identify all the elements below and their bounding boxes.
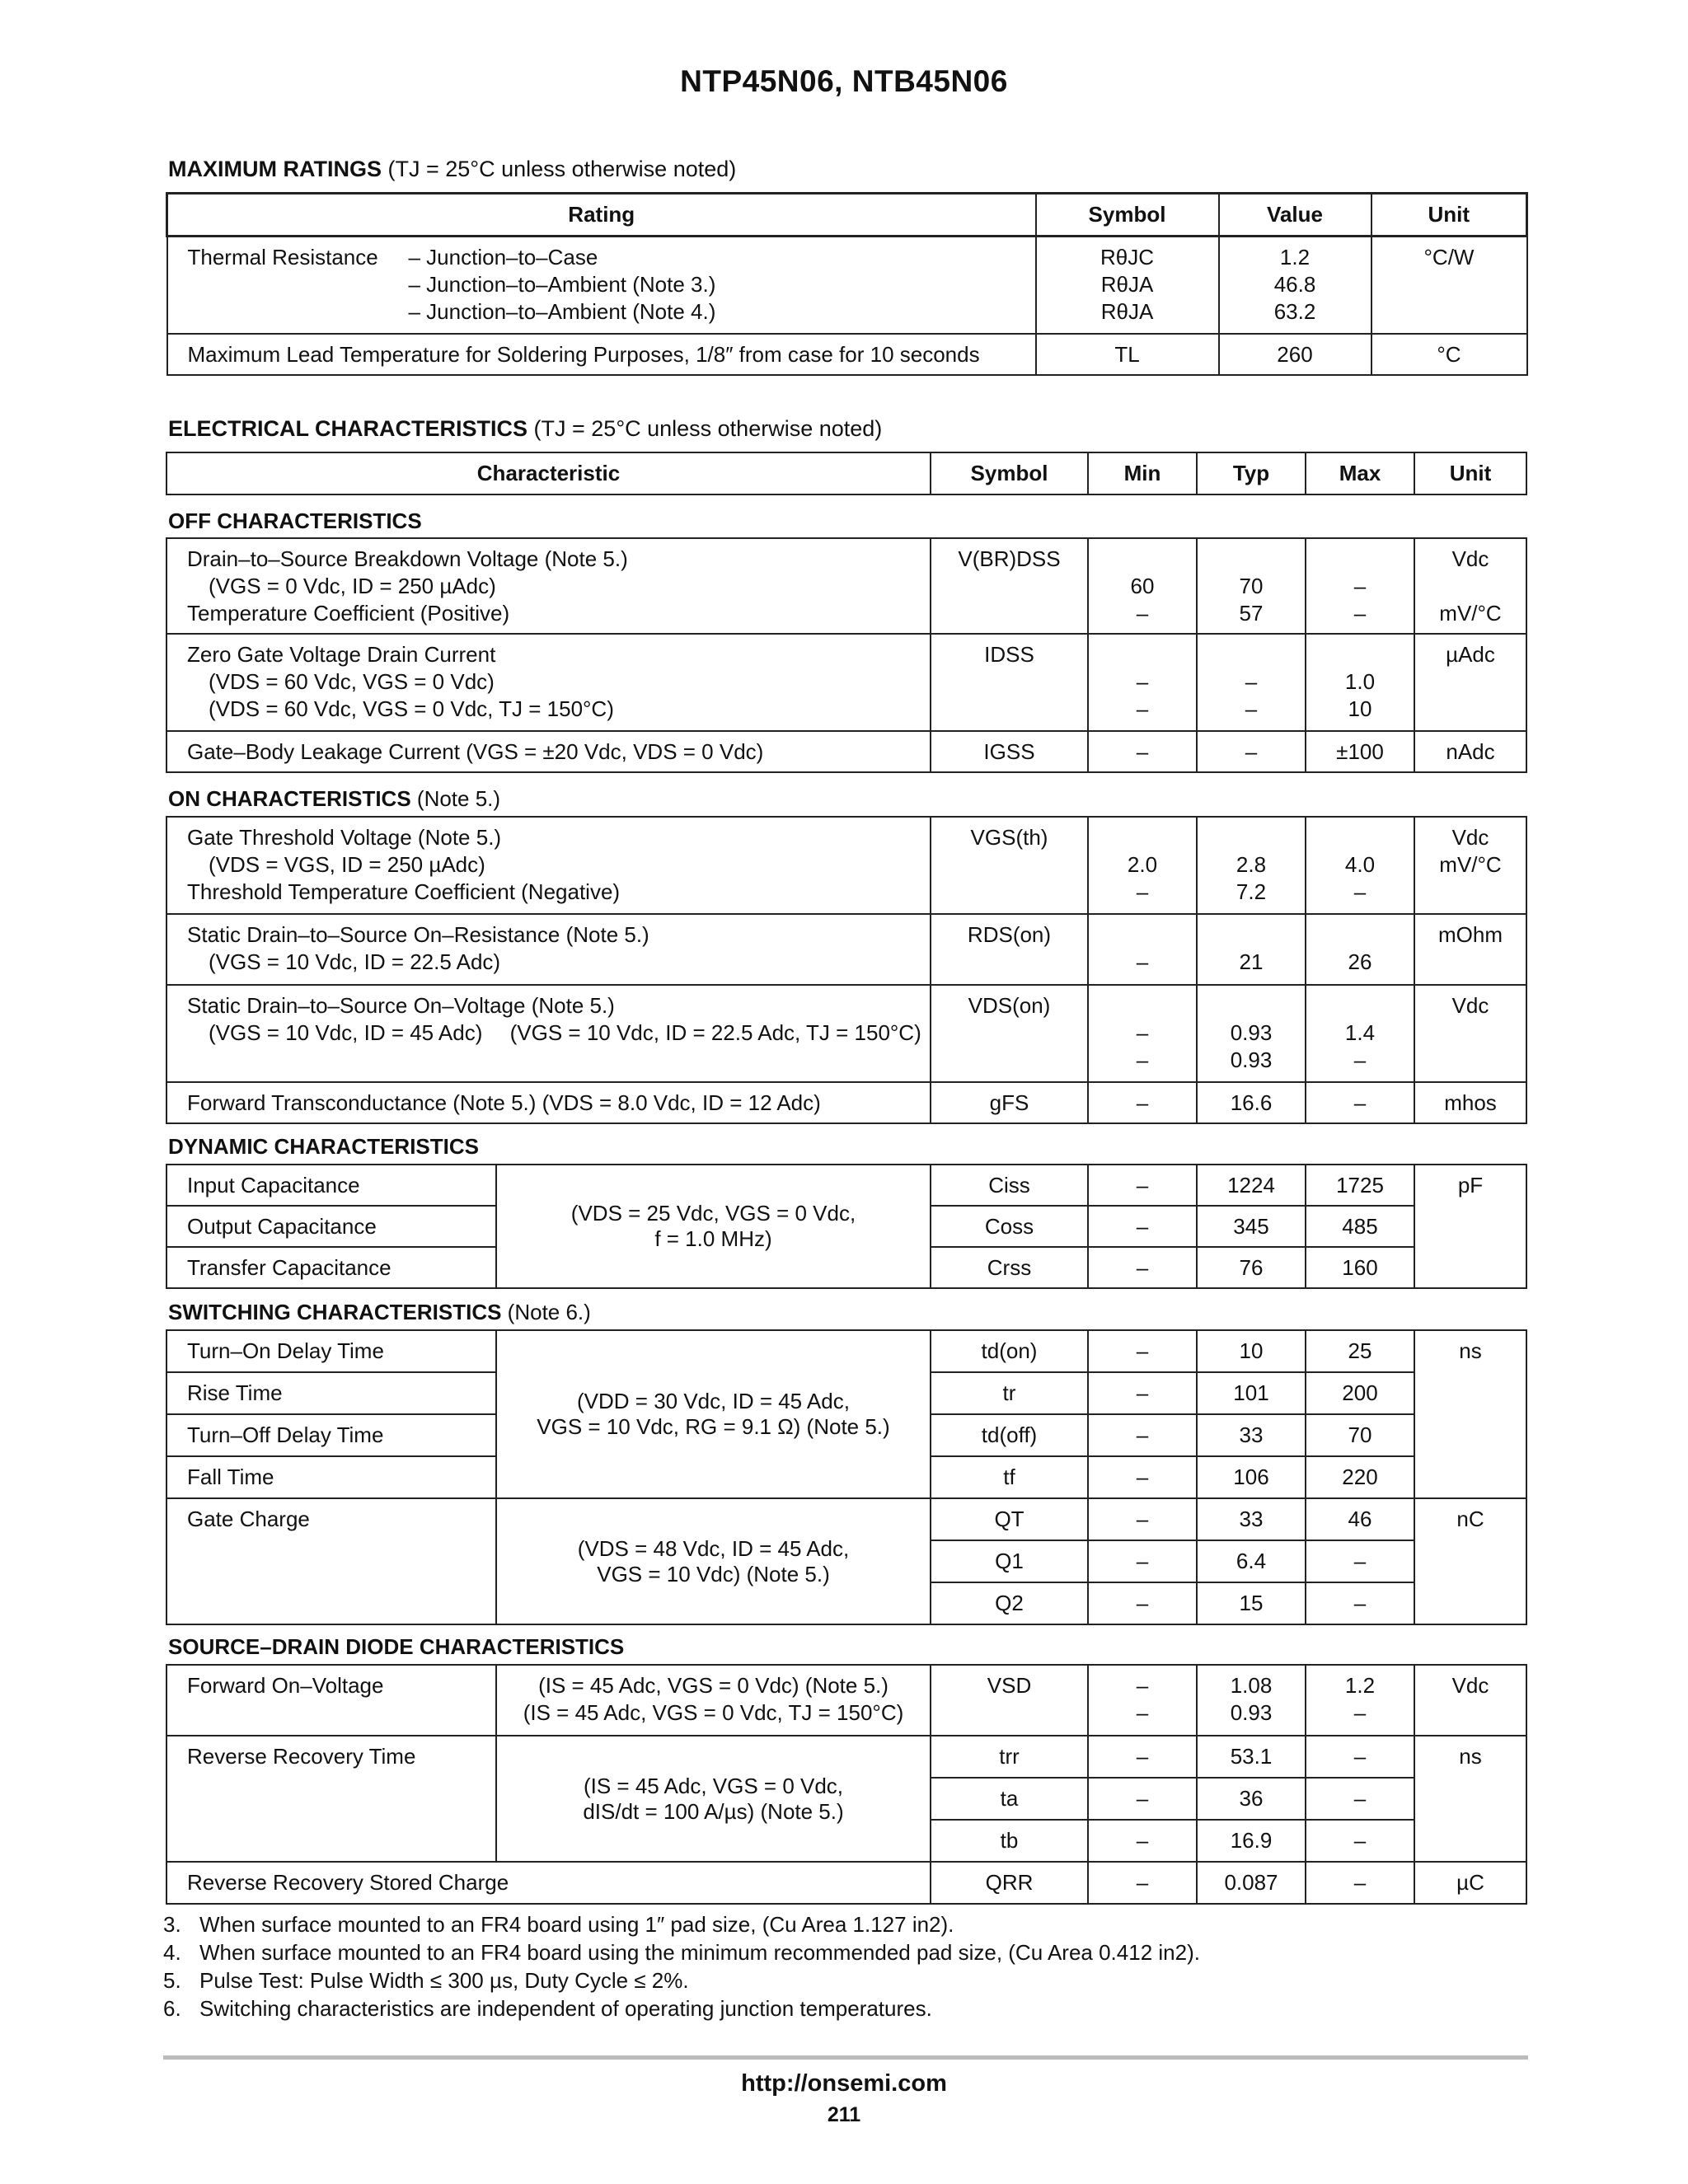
table-row: Gate Threshold Voltage (Note 5.) (VDS = VGS, ID = 250 µAdc) Threshold Temperature Coefficient (Negative) VGS(th) 2.0 – 2.8 7.2 4.0 – Vdc mV/°C (166, 817, 1526, 914)
col-max: Max (1306, 452, 1414, 494)
gate-charge-conditions: (VDS = 48 Vdc, ID = 45 Adc, VGS = 10 Vdc) (Note 5.) (496, 1498, 931, 1624)
off-table (166, 537, 1527, 773)
table-row: Turn–Off Delay Time td(off) – 33 70 (166, 1414, 1526, 1456)
list-item: 5. Pulse Test: Pulse Width ≤ 300 µs, Duty Cycle ≤ 2%. (163, 1968, 689, 1993)
table-row: Drain–to–Source Breakdown Voltage (Note 5.) (VGS = 0 Vdc, ID = 250 µAdc) Temperature Coefficient (Positive) V(BR)DSS 60 – 70 57 – – Vdc mV/°C (166, 538, 1526, 634)
col-unit: Unit (1372, 194, 1527, 237)
table-row: Gate Charge (VDS = 48 Vdc, ID = 45 Adc, VGS = 10 Vdc) (Note 5.) QT – 33 46 nC (166, 1498, 1526, 1540)
col-characteristic: Characteristic (166, 452, 931, 494)
thermal-label: Thermal Resistance (187, 245, 378, 269)
table-row: ta – 36 – (166, 1778, 1526, 1820)
table-row: Reverse Recovery Stored Charge QRR – 0.087 – µC (166, 1862, 1526, 1904)
table-row: Q1 – 6.4 – (166, 1540, 1526, 1582)
max-ratings-title: MAXIMUM RATINGS (168, 157, 382, 181)
table-row: Q2 – 15 – (166, 1582, 1526, 1624)
elec-title: ELECTRICAL CHARACTERISTICS (168, 416, 528, 441)
footer-divider (163, 2055, 1528, 2060)
table-row: Gate–Body Leakage Current (VGS = ±20 Vdc, VDS = 0 Vdc) IGSS – – ±100 nAdc (166, 731, 1526, 772)
table-row: Reverse Recovery Time (IS = 45 Adc, VGS = 0 Vdc, dIS/dt = 100 A/µs) (Note 5.) trr – 53.1 – ns (166, 1736, 1526, 1778)
page-number: 211 (827, 2103, 861, 2126)
diode-heading: SOURCE–DRAIN DIODE CHARACTERISTICS (168, 1634, 625, 1659)
max-ratings-heading (168, 157, 736, 182)
dynamic-heading: DYNAMIC CHARACTERISTICS (168, 1134, 479, 1159)
table-row: Maximum Lead Temperature for Soldering Purposes, 1/8″ from case for 10 seconds TL 260 °C (167, 334, 1527, 375)
diode-table (166, 1664, 1527, 1905)
on-table (166, 816, 1527, 1124)
footer-url-link[interactable]: http://onsemi.com (741, 2070, 947, 2097)
table-row: Turn–On Delay Time (VDD = 30 Vdc, ID = 45 Adc, VGS = 10 Vdc, RG = 9.1 Ω) (Note 5.) td(on) – 10 25 ns (166, 1330, 1526, 1372)
table-row: Input Capacitance (VDS = 25 Vdc, VGS = 0 Vdc, f = 1.0 MHz) Ciss – 1224 1725 pF (166, 1165, 1526, 1206)
max-ratings-condition: (TJ = 25°C unless otherwise noted) (387, 157, 737, 181)
col-typ: Typ (1197, 452, 1306, 494)
dynamic-conditions: (VDS = 25 Vdc, VGS = 0 Vdc, f = 1.0 MHz) (496, 1165, 931, 1288)
list-item: 6. Switching characteristics are independent of operating junction temperatures. (163, 1996, 932, 2021)
on-heading: ON CHARACTERISTICS (Note 5.) (168, 786, 501, 811)
table-row: Forward On–Voltage (IS = 45 Adc, VGS = 0 Vdc) (Note 5.) (IS = 45 Adc, VGS = 0 Vdc, TJ = 150°C) VSD – – 1.08 0.93 1.2 – Vdc (166, 1665, 1526, 1736)
list-item: 4. When surface mounted to an FR4 board using the minimum recommended pad size, (Cu Area 0.412 in2). (163, 1940, 1200, 1965)
list-item: 3. When surface mounted to an FR4 board using 1″ pad size, (Cu Area 1.127 in2). (163, 1912, 954, 1937)
table-row: tb – 16.9 – (166, 1820, 1526, 1862)
col-unit: Unit (1414, 452, 1526, 494)
table-row: Transfer Capacitance Crss – 76 160 (166, 1247, 1526, 1288)
off-heading: OFF CHARACTERISTICS (168, 509, 422, 533)
table-row: Zero Gate Voltage Drain Current (VDS = 60 Vdc, VGS = 0 Vdc) (VDS = 60 Vdc, VGS = 0 Vdc, TJ = 150°C) IDSS – – – – 1.0 10 µAdc (166, 634, 1526, 731)
switching-heading: SWITCHING CHARACTERISTICS (Note 6.) (168, 1300, 591, 1324)
col-value: Value (1219, 194, 1372, 237)
table-row: Output Capacitance Coss – 345 485 (166, 1206, 1526, 1247)
switching-table (166, 1329, 1527, 1625)
table-row: Static Drain–to–Source On–Voltage (Note 5.) (VGS = 10 Vdc, ID = 45 Adc) (VGS = 10 Vdc, ID = 22.5 Adc, TJ = 150°C) VDS(on) – – 0.93 0.93 1.4 – Vdc (166, 985, 1526, 1082)
table-row: Rise Time tr – 101 200 (166, 1372, 1526, 1414)
footnotes (163, 1910, 1200, 2022)
col-symbol: Symbol (931, 452, 1088, 494)
page-title: NTP45N06, NTB45N06 (680, 64, 1008, 98)
reverse-recovery-conditions: (IS = 45 Adc, VGS = 0 Vdc, dIS/dt = 100 A/µs) (Note 5.) (496, 1736, 931, 1862)
table-row: Forward Transconductance (Note 5.) (VDS = 8.0 Vdc, ID = 12 Adc) gFS – 16.6 – mhos (166, 1082, 1526, 1123)
col-min: Min (1088, 452, 1197, 494)
table-row: Fall Time tf – 106 220 (166, 1456, 1526, 1498)
col-rating: Rating (167, 194, 1036, 237)
elec-header-table (166, 452, 1527, 495)
switching-conditions: (VDD = 30 Vdc, ID = 45 Adc, VGS = 10 Vdc, RG = 9.1 Ω) (Note 5.) (496, 1330, 931, 1498)
table-row: Thermal Resistance – Junction–to–Case – Junction–to–Ambient (Note 3.) – Junction–to–Ambient (Note 4.) RθJC RθJA RθJA 1.2 46.8 63.2 °C/W (167, 237, 1527, 334)
dynamic-table (166, 1164, 1527, 1289)
elec-heading (168, 416, 882, 442)
elec-condition: (TJ = 25°C unless otherwise noted) (533, 416, 883, 441)
col-symbol: Symbol (1036, 194, 1219, 237)
table-row: Static Drain–to–Source On–Resistance (Note 5.) (VGS = 10 Vdc, ID = 22.5 Adc) RDS(on) – 21 26 mOhm (166, 914, 1526, 985)
max-ratings-table (166, 192, 1528, 376)
